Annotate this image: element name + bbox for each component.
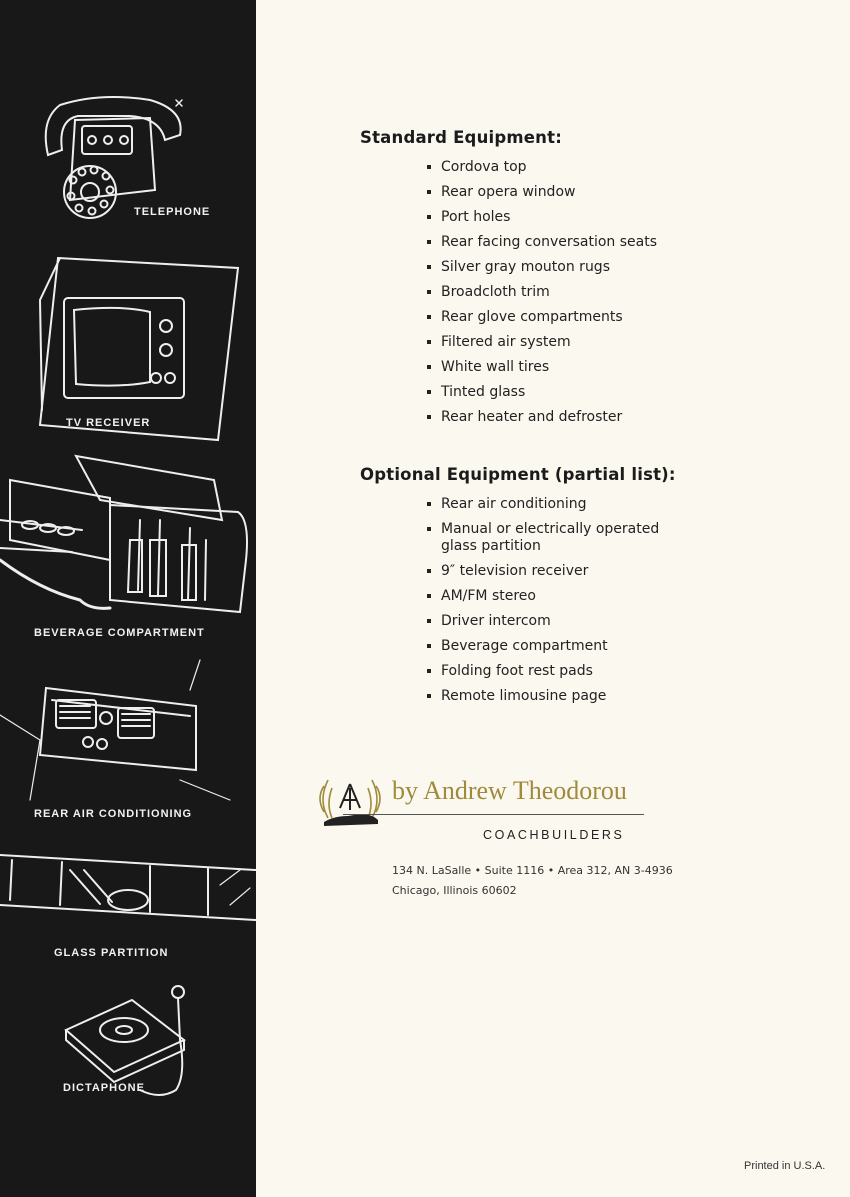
list-item: Port holes <box>426 209 681 226</box>
list-item: Manual or electrically operated glass partition <box>426 521 681 555</box>
glass-partition-illustration <box>0 855 256 920</box>
dictaphone-label: DICTAPHONE <box>63 1082 145 1094</box>
glass-partition-label: GLASS PARTITION <box>54 947 169 959</box>
printed-in-usa: Printed in U.S.A. <box>744 1160 826 1172</box>
coachbuilder-logo-icon <box>314 770 386 832</box>
rear-air-conditioning-label: REAR AIR CONDITIONING <box>34 808 193 820</box>
list-item: Filtered air system <box>426 334 681 351</box>
brand-tagline: COACHBUILDERS <box>483 828 625 842</box>
optional-equipment-list <box>426 496 681 713</box>
list-item: Cordova top <box>426 159 681 176</box>
telephone-label: TELEPHONE <box>134 206 211 218</box>
beverage-illustration <box>0 456 247 612</box>
list-item: Rear glove compartments <box>426 309 681 326</box>
list-item: White wall tires <box>426 359 681 376</box>
list-item: Broadcloth trim <box>426 284 681 301</box>
telephone-illustration <box>46 97 182 218</box>
list-item: Rear heater and defroster <box>426 409 681 426</box>
address-line-2: Chicago, Illinois 60602 <box>392 884 517 897</box>
tv-illustration <box>40 258 238 440</box>
tv-receiver-label: TV RECEIVER <box>66 417 151 429</box>
dictaphone-illustration <box>66 986 184 1095</box>
illustration-sidebar <box>0 0 256 1197</box>
list-item: Folding foot rest pads <box>426 663 681 680</box>
standard-equipment-list <box>426 159 681 434</box>
standard-equipment-title: Standard Equipment: <box>360 128 563 147</box>
list-item: Rear facing conversation seats <box>426 234 681 251</box>
list-item: Remote limousine page <box>426 688 681 705</box>
brand-name: by Andrew Theodorou <box>392 776 627 805</box>
brand-divider <box>343 814 644 815</box>
beverage-compartment-label: BEVERAGE COMPARTMENT <box>34 627 205 639</box>
list-item: Beverage compartment <box>426 638 681 655</box>
rear-ac-illustration <box>0 660 230 800</box>
address-line-1: 134 N. LaSalle • Suite 1116 • Area 312, AN 3-4936 <box>392 864 673 877</box>
list-item: Tinted glass <box>426 384 681 401</box>
list-item: Silver gray mouton rugs <box>426 259 681 276</box>
optional-equipment-title: Optional Equipment (partial list): <box>360 465 676 484</box>
list-item: Rear opera window <box>426 184 681 201</box>
list-item: AM/FM stereo <box>426 588 681 605</box>
list-item: Rear air conditioning <box>426 496 681 513</box>
list-item: Driver intercom <box>426 613 681 630</box>
list-item: 9″ television receiver <box>426 563 681 580</box>
